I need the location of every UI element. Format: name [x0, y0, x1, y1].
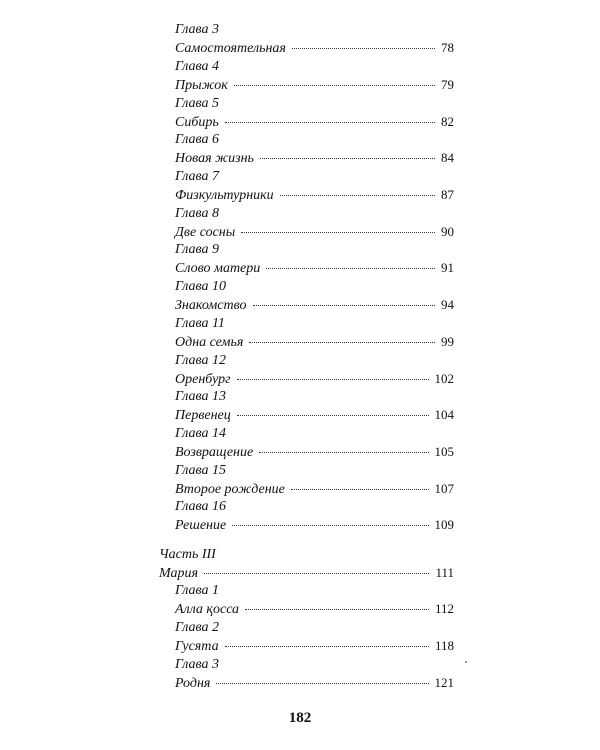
chapter-title: Слово матери [175, 261, 261, 276]
chapter-title: Знакомство [175, 298, 247, 313]
chapter-heading: Глава 9 [175, 242, 219, 257]
dot-leader [234, 85, 435, 86]
chapter-title: Самостоятельная [175, 41, 286, 56]
toc-entry [175, 76, 454, 95]
chapter-heading: Глава 5 [175, 96, 219, 111]
chapter-title: Физкультурники [175, 188, 274, 203]
chapter-title: Прыжок [175, 78, 228, 93]
page-ref: 111 [435, 565, 454, 580]
dot-leader [216, 683, 428, 684]
dot-leader [245, 609, 429, 610]
chapter-title: Одна семья [175, 335, 244, 350]
dot-leader [259, 452, 428, 453]
toc-entry [175, 113, 454, 132]
page-ref: 121 [434, 675, 454, 690]
page-ref: 99 [441, 334, 454, 349]
toc-entry [175, 516, 454, 535]
chapter-title: Решение [175, 518, 227, 533]
chapter-title: Второе рождение [175, 482, 285, 497]
chapter-heading: Глава 14 [175, 426, 226, 441]
chapter-title: Возвращение [175, 445, 254, 460]
toc-entry [175, 296, 454, 315]
toc-entry [175, 333, 454, 352]
toc-entry [175, 406, 454, 425]
page-ref: 107 [434, 481, 454, 496]
chapter-heading: Глава 10 [175, 279, 226, 294]
chapter-heading: Глава 6 [175, 132, 219, 147]
print-speck [465, 661, 467, 663]
chapter-heading: Глава 1 [175, 583, 219, 598]
toc-entry [175, 637, 454, 656]
page-ref: 94 [441, 297, 454, 312]
chapter-title: Оренбург [175, 372, 231, 387]
chapter-title: Сибирь [175, 115, 219, 130]
chapter-heading: Глава 11 [175, 316, 225, 331]
page-ref: 78 [441, 40, 454, 55]
dot-leader [237, 415, 429, 416]
dot-leader [237, 379, 429, 380]
dot-leader [280, 195, 435, 196]
part-title: Мария [159, 566, 198, 581]
page-ref: 105 [434, 444, 454, 459]
toc-entry [175, 674, 454, 693]
dot-leader [292, 48, 435, 49]
page-ref: 91 [441, 260, 454, 275]
toc-entry [175, 600, 454, 619]
toc-entry-part [159, 564, 454, 583]
page-number: 182 [288, 710, 312, 726]
chapter-heading: Глава 15 [175, 463, 226, 478]
chapter-heading: Глава 2 [175, 620, 219, 635]
chapter-heading: Глава 3 [175, 657, 219, 672]
dot-leader [249, 342, 435, 343]
dot-leader [232, 525, 428, 526]
page-ref: 87 [441, 187, 454, 202]
page-ref: 84 [441, 150, 454, 165]
dot-leader [266, 268, 435, 269]
chapter-title: Новая жизнь [175, 151, 254, 166]
toc-entry [175, 259, 454, 278]
toc-entry [175, 480, 454, 499]
page-ref: 102 [434, 371, 454, 386]
chapter-title: Алла қосса [175, 602, 240, 617]
chapter-heading: Глава 16 [175, 499, 226, 514]
chapter-heading: Глава 12 [175, 353, 226, 368]
toc-entry [175, 149, 454, 168]
toc-entry [175, 223, 454, 242]
page-ref: 109 [434, 517, 454, 532]
page-ref: 118 [434, 638, 454, 653]
page-ref: 112 [434, 601, 454, 616]
chapter-heading: Глава 7 [175, 169, 219, 184]
dot-leader [291, 489, 429, 490]
chapter-title: Две сосны [175, 225, 236, 240]
dot-leader [241, 232, 435, 233]
toc-entry [175, 443, 454, 462]
chapter-heading: Глава 4 [175, 59, 219, 74]
dot-leader [204, 573, 429, 574]
dot-leader [253, 305, 435, 306]
page-ref: 79 [441, 77, 454, 92]
page-ref: 90 [441, 224, 454, 239]
dot-leader [260, 158, 435, 159]
toc-entry [175, 39, 454, 58]
page-ref: 82 [441, 114, 454, 129]
toc-entry [175, 186, 454, 205]
toc-entry [175, 370, 454, 389]
chapter-title: Родня [175, 676, 211, 691]
dot-leader [225, 122, 435, 123]
part-heading: Часть III [159, 547, 216, 562]
page-ref: 104 [434, 407, 454, 422]
dot-leader [225, 646, 429, 647]
chapter-title: Гусята [175, 639, 219, 654]
chapter-heading: Глава 8 [175, 206, 219, 221]
chapter-heading: Глава 13 [175, 389, 226, 404]
chapter-title: Первенец [175, 408, 231, 423]
chapter-heading: Глава 3 [175, 22, 219, 37]
